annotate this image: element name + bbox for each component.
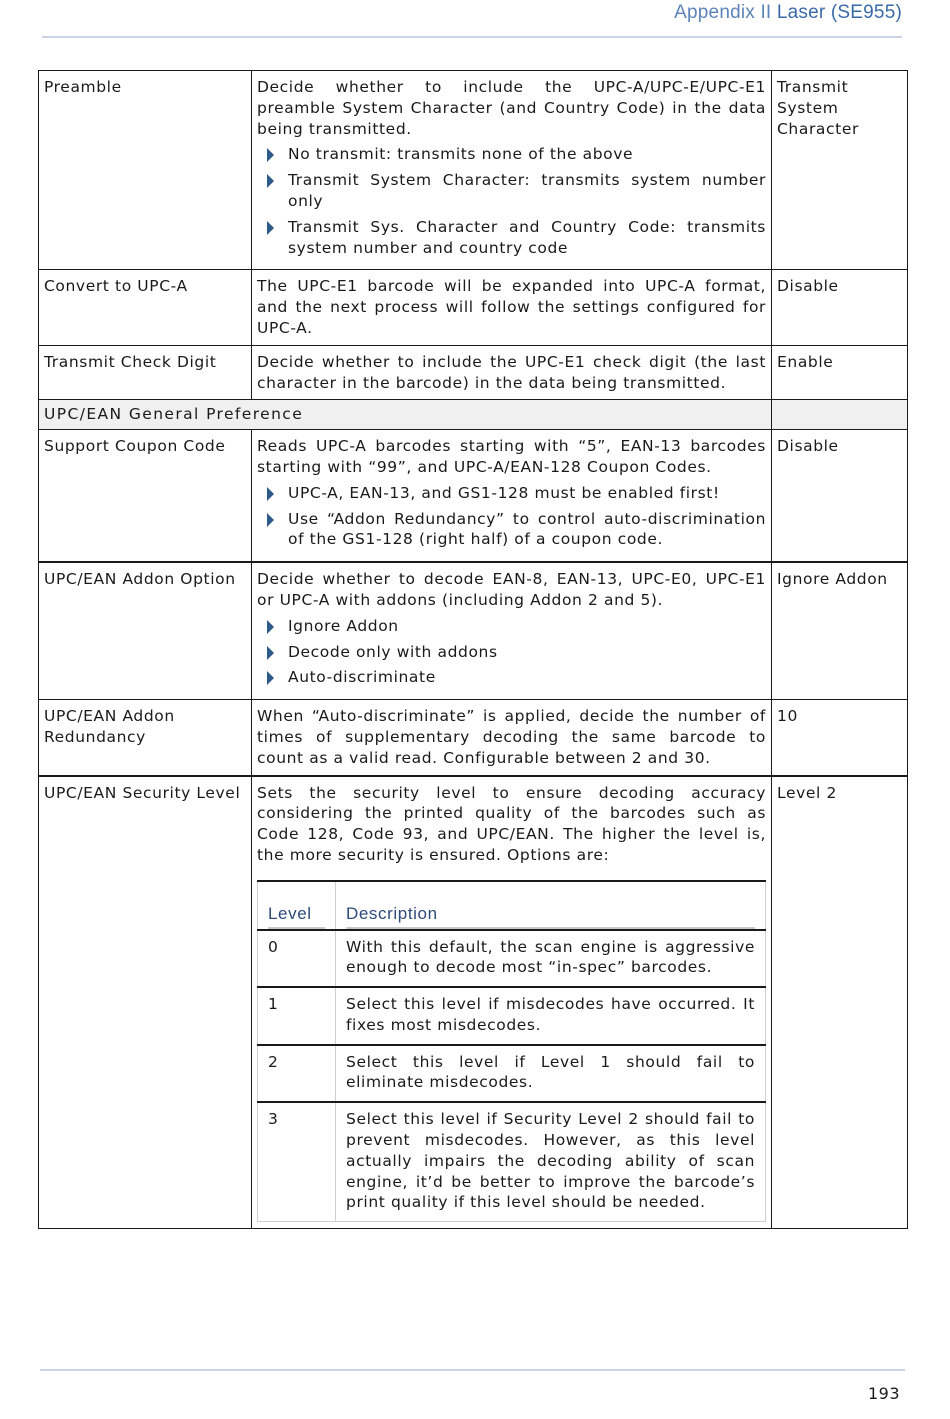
list-item (257, 144, 766, 165)
list-item (257, 616, 766, 637)
bullet-arrow-icon (267, 620, 274, 634)
setting-default: Level 2 (772, 776, 908, 1229)
setting-name: Convert to UPC-A (39, 270, 252, 345)
bullet-arrow-icon (267, 148, 274, 162)
setting-description: When “Auto-discriminate” is applied, decide the number of times of supplementary decoding the same barcode to count as a valid read. Configurable between 2 and 30. (252, 700, 772, 776)
level-description: Select this level if Security Level 2 should fail to prevent misdecodes. However, as this level actually impairs the decoding ability of scan engine, it’d be better to improve the barcode’s print quality if this level should be needed. (336, 1102, 766, 1221)
table-row (39, 71, 908, 270)
level-description: With this default, the scan engine is aggressive enough to decode most “in-spec” barcodes. (336, 930, 766, 988)
section-empty-cell (772, 400, 908, 430)
setting-description: Decide whether to include the UPC-E1 check digit (the last character in the barcode) in the data being transmitted. (252, 345, 772, 400)
option-text: Use “Addon Redundancy” to control auto-discrimination of the GS1-128 (right half) of a coupon code. (288, 509, 766, 549)
level-column-header: Level (258, 881, 336, 930)
page-header (42, 0, 902, 38)
table-row (258, 1045, 766, 1103)
level-table-header (258, 881, 766, 930)
security-level-table (257, 880, 766, 1223)
option-text: Transmit System Character: transmits system number only (288, 171, 766, 210)
footer-divider (40, 1369, 905, 1371)
table-row (39, 776, 908, 1229)
table-row (39, 345, 908, 400)
description-text: Reads UPC-A barcodes starting with “5”, EAN-13 barcodes starting with “99”, and UPC-A/EAN-128 Coupon Codes. (257, 437, 766, 476)
settings-table (38, 70, 908, 1229)
setting-default: Disable (772, 270, 908, 345)
setting-default: Ignore Addon (772, 562, 908, 699)
setting-name: UPC/EAN Addon Option (39, 562, 252, 699)
bullet-arrow-icon (267, 671, 274, 685)
header-chapter-title: Laser (SE955) (776, 2, 902, 23)
description-text: Sets the security level to ensure decoding accuracy considering the printed quality of the barcodes such as Code 128, Code 93, and UPC/EAN. The higher the level is, the more security is ensured. Options are: (257, 783, 766, 864)
setting-name: Preamble (39, 71, 252, 270)
table-row (39, 270, 908, 345)
description-text: Decide whether to include the UPC-A/UPC-E/UPC-E1 preamble System Character (and Country Code) in the data being transmitted. (257, 78, 766, 138)
setting-name: Transmit Check Digit (39, 345, 252, 400)
level-value: 1 (258, 987, 336, 1045)
level-value: 3 (258, 1102, 336, 1221)
table-row (258, 930, 766, 988)
list-item (257, 667, 766, 688)
setting-default: 10 (772, 700, 908, 776)
section-title: UPC/EAN General Preference (39, 400, 772, 430)
bullet-arrow-icon (267, 513, 274, 527)
option-text: Transmit Sys. Character and Country Code: transmits system number and country code (288, 217, 766, 257)
option-text: No transmit: transmits none of the above (288, 145, 634, 164)
setting-description (252, 430, 772, 562)
table-row (39, 562, 908, 699)
setting-description: The UPC-E1 barcode will be expanded into UPC-A format, and the next process will follow the settings configured for UPC-A. (252, 270, 772, 345)
setting-name: UPC/EAN Security Level (39, 776, 252, 1229)
page-number: 193 (867, 1384, 900, 1403)
list-item (257, 217, 766, 259)
level-description: Select this level if misdecodes have occurred. It fixes most misdecodes. (336, 987, 766, 1045)
option-text: Ignore Addon (288, 616, 399, 635)
setting-name: Support Coupon Code (39, 430, 252, 562)
option-list (257, 616, 766, 688)
bullet-arrow-icon (267, 487, 274, 501)
level-value: 0 (258, 930, 336, 988)
section-header-row (39, 400, 908, 430)
header-prefix: Appendix II (674, 2, 772, 23)
list-item (257, 642, 766, 663)
option-text: UPC-A, EAN-13, and GS1-128 must be enabled first! (288, 483, 720, 502)
list-item (257, 509, 766, 551)
setting-description (252, 71, 772, 270)
level-description: Select this level if Level 1 should fail to eliminate misdecodes. (336, 1045, 766, 1103)
option-list (257, 144, 766, 258)
list-item (257, 170, 766, 212)
bullet-arrow-icon (267, 646, 274, 660)
bullet-arrow-icon (267, 174, 274, 188)
setting-default: Transmit System Character (772, 71, 908, 270)
setting-default: Disable (772, 430, 908, 562)
table-row (39, 430, 908, 562)
list-item (257, 483, 766, 504)
setting-description (252, 562, 772, 699)
table-row (258, 987, 766, 1045)
header-title (674, 2, 902, 24)
description-column-header: Description (336, 881, 766, 930)
setting-description (252, 776, 772, 1229)
option-list (257, 483, 766, 550)
description-text: Decide whether to decode EAN-8, EAN-13, UPC-E0, UPC-E1 or UPC-A with addons (including Addon 2 and 5). (257, 570, 766, 609)
level-value: 2 (258, 1045, 336, 1103)
table-row (258, 1102, 766, 1221)
bullet-arrow-icon (267, 221, 274, 235)
option-text: Auto-discriminate (288, 668, 436, 687)
table-row (39, 700, 908, 776)
setting-default: Enable (772, 345, 908, 400)
option-text: Decode only with addons (288, 642, 498, 661)
setting-name: UPC/EAN Addon Redundancy (39, 700, 252, 776)
